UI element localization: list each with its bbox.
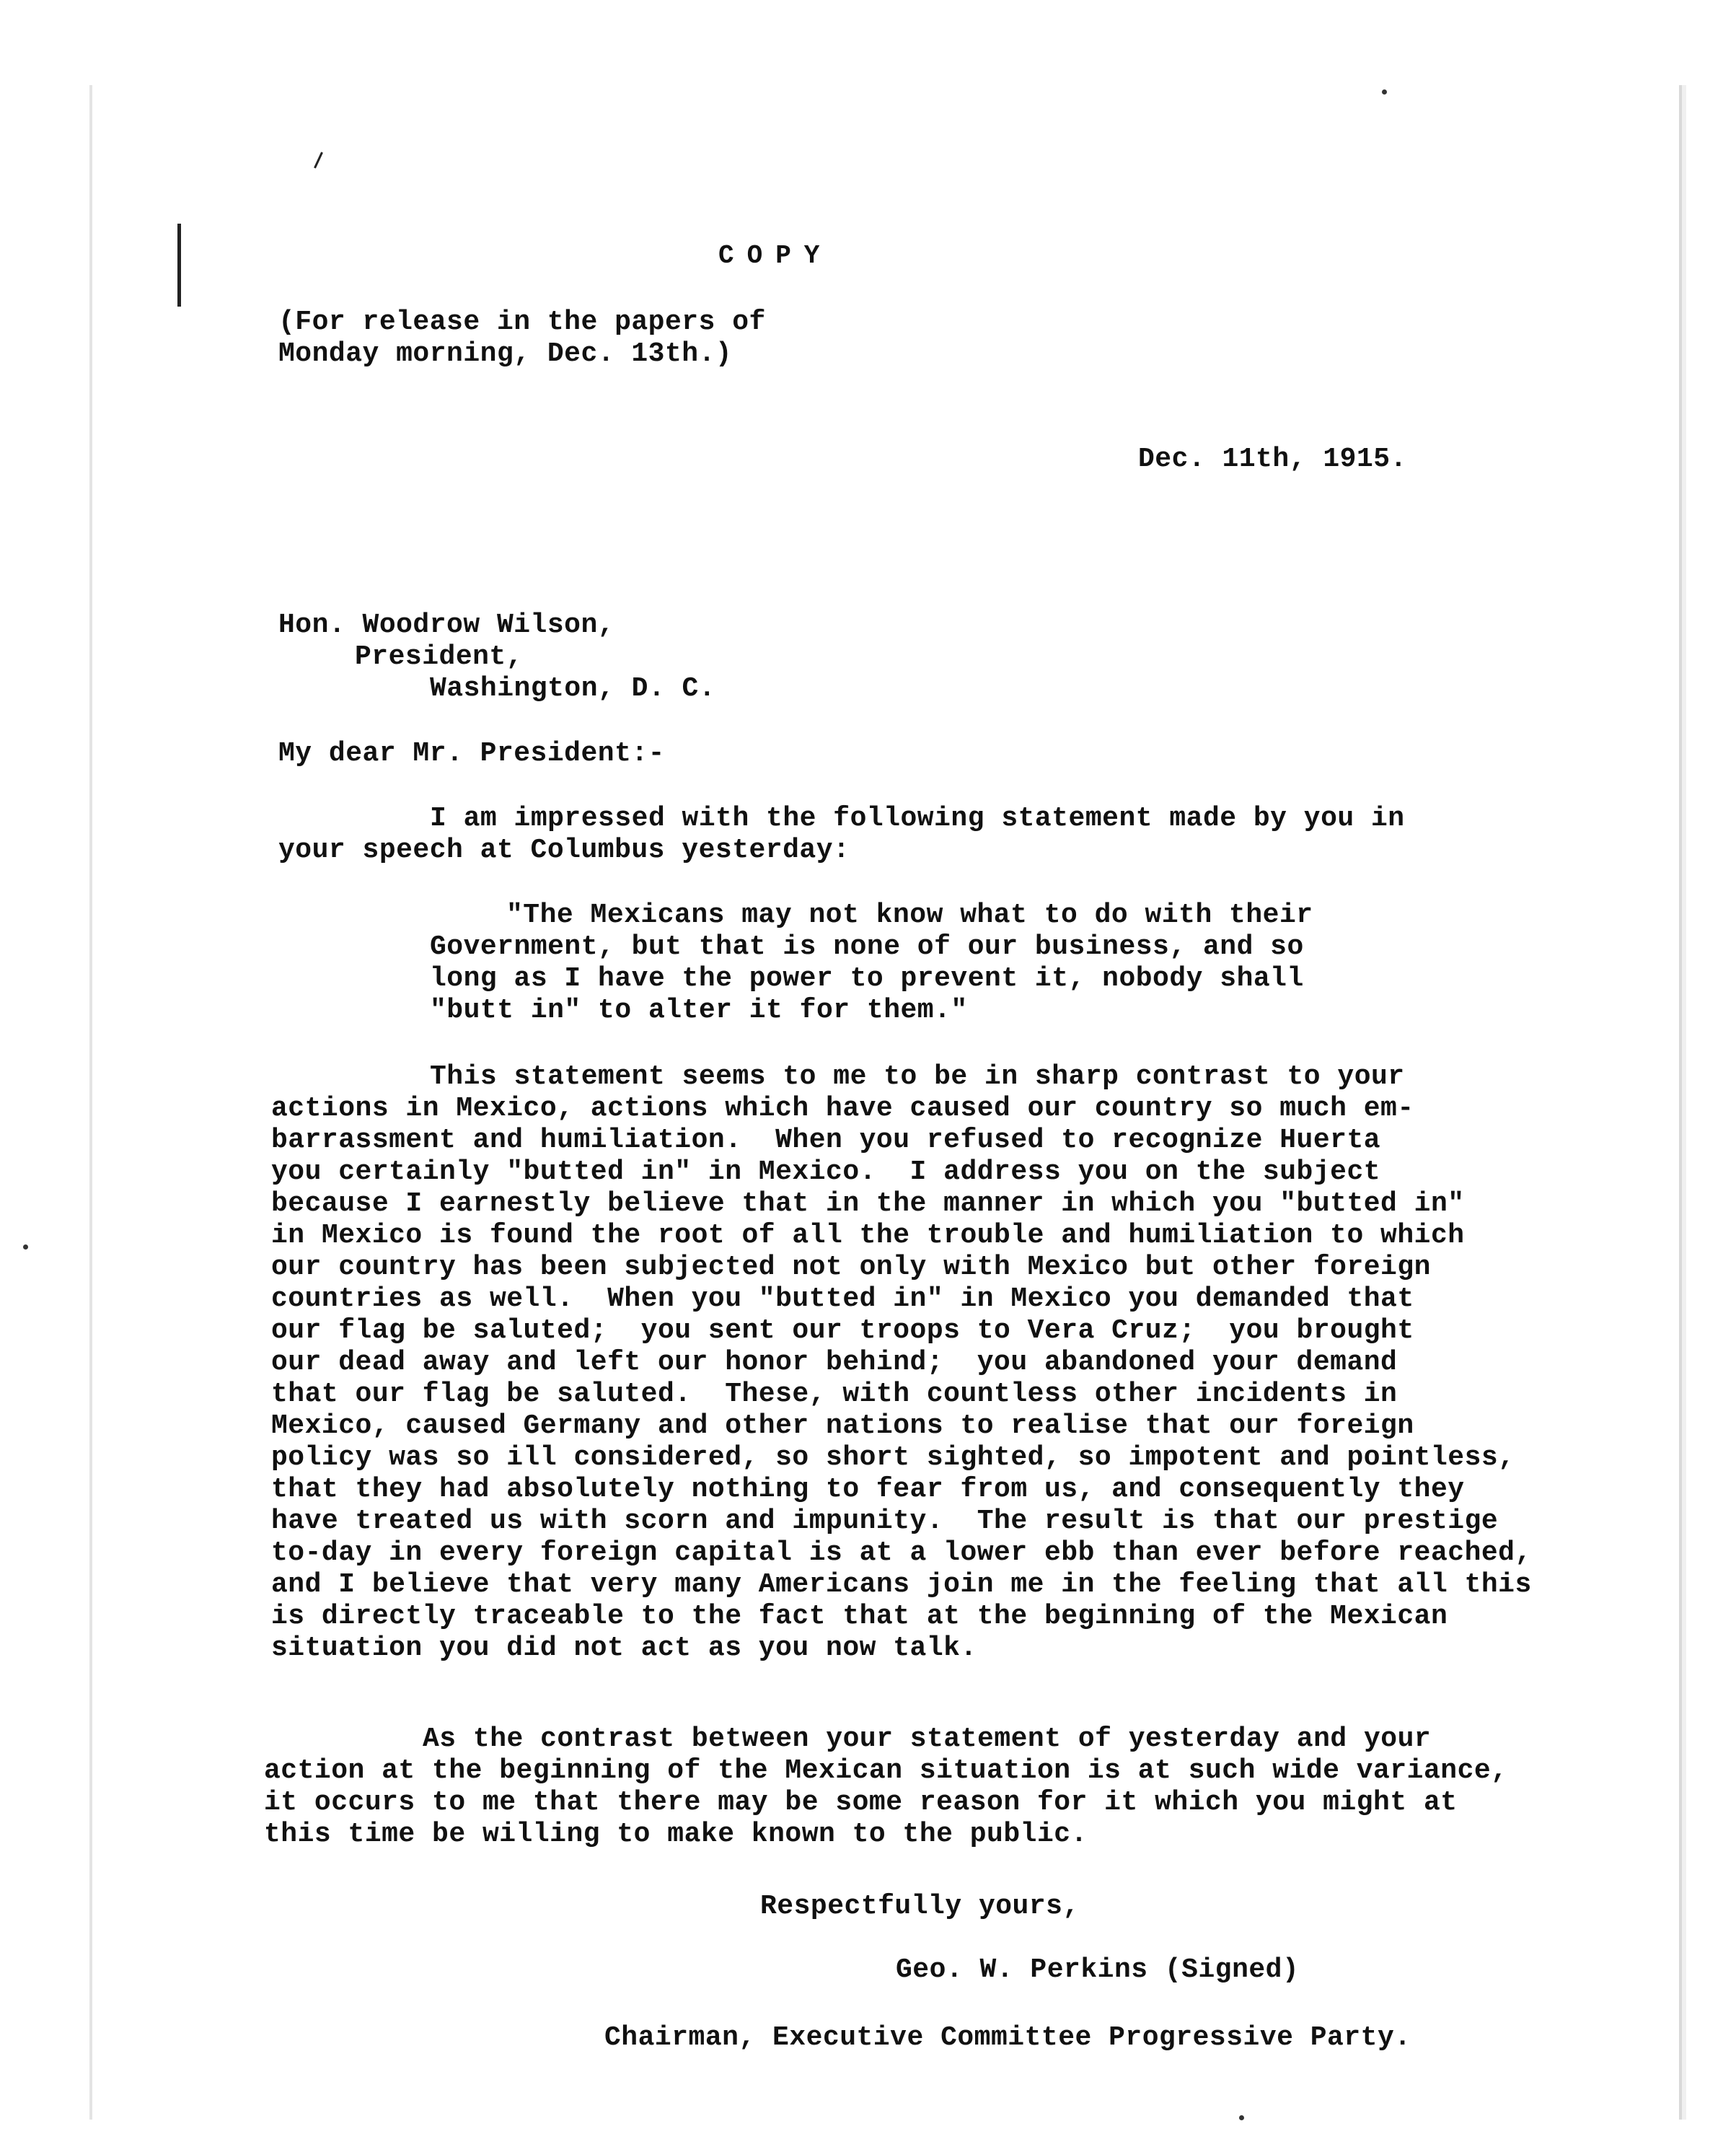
body-line-1: This statement seems to me to be in sharp contrast to your bbox=[430, 1061, 1405, 1092]
release-note-line-2: Monday morning, Dec. 13th.) bbox=[278, 338, 733, 369]
intro-line-2: your speech at Columbus yesterday: bbox=[278, 835, 850, 866]
salutation: My dear Mr. President:- bbox=[278, 738, 665, 769]
letter-date: Dec. 11th, 1915. bbox=[1138, 444, 1407, 475]
body-line-17: and I believe that very many Americans join me in the feeling that all this bbox=[271, 1569, 1532, 1600]
body-line-18: is directly traceable to the fact that at the beginning of the Mexican bbox=[271, 1601, 1448, 1632]
body-line-10: our dead away and left our honor behind; you abandoned your demand bbox=[271, 1347, 1398, 1378]
body-line-9: our flag be saluted; you sent our troops to Vera Cruz; you brought bbox=[271, 1315, 1414, 1346]
body-line-3: barrassment and humiliation. When you refused to recognize Huerta bbox=[271, 1125, 1381, 1156]
body-line-2: actions in Mexico, actions which have caused our country so much em- bbox=[271, 1093, 1414, 1124]
copy-label: COPY bbox=[718, 241, 833, 271]
quote-line-3: long as I have the power to prevent it, nobody shall bbox=[430, 963, 1304, 994]
recipient-title: President, bbox=[355, 641, 524, 672]
quote-line-4: "butt in" to alter it for them." bbox=[430, 995, 968, 1026]
body-line-14: that they had absolutely nothing to fear from us, and consequently they bbox=[271, 1474, 1465, 1505]
body-line-11: that our flag be saluted. These, with countless other incidents in bbox=[271, 1379, 1398, 1410]
body-line-13: policy was so ill considered, so short sighted, so impotent and pointless, bbox=[271, 1442, 1515, 1473]
recipient-name: Hon. Woodrow Wilson, bbox=[278, 610, 615, 641]
body-line-19: situation you did not act as you now talk. bbox=[271, 1633, 977, 1664]
body-line-5: because I earnestly believe that in the manner in which you "butted in" bbox=[271, 1188, 1465, 1219]
body-line-8: countries as well. When you "butted in" in Mexico you demanded that bbox=[271, 1283, 1414, 1314]
closing-para-line-4: this time be willing to make known to the public. bbox=[264, 1819, 1088, 1850]
quote-line-1: "The Mexicans may not know what to do with their bbox=[506, 900, 1313, 931]
body-line-6: in Mexico is found the root of all the trouble and humiliation to which bbox=[271, 1220, 1465, 1251]
closing-para-line-3: it occurs to me that there may be some reason for it which you might at bbox=[264, 1787, 1458, 1818]
intro-line-1: I am impressed with the following statement made by you in bbox=[430, 803, 1405, 834]
signer-title: Chairman, Executive Committee Progressive Party. bbox=[604, 2022, 1411, 2053]
closing-para-line-1: As the contrast between your statement of yesterday and your bbox=[423, 1724, 1432, 1755]
body-line-7: our country has been subjected not only with Mexico but other foreign bbox=[271, 1252, 1431, 1283]
body-line-4: you certainly "butted in" in Mexico. I address you on the subject bbox=[271, 1156, 1381, 1187]
body-line-16: to-day in every foreign capital is at a lower ebb than ever before reached, bbox=[271, 1537, 1532, 1568]
recipient-location: Washington, D. C. bbox=[430, 673, 716, 704]
closing-para-line-2: action at the beginning of the Mexican situation is at such wide variance, bbox=[264, 1755, 1508, 1786]
release-note-line-1: (For release in the papers of bbox=[278, 307, 766, 338]
quote-line-2: Government, but that is none of our business, and so bbox=[430, 931, 1304, 962]
signature: Geo. W. Perkins (Signed) bbox=[896, 1954, 1300, 1985]
closing: Respectfully yours, bbox=[760, 1891, 1080, 1922]
body-line-12: Mexico, caused Germany and other nations to realise that our foreign bbox=[271, 1410, 1414, 1441]
body-line-15: have treated us with scorn and impunity. The result is that our prestige bbox=[271, 1506, 1499, 1537]
